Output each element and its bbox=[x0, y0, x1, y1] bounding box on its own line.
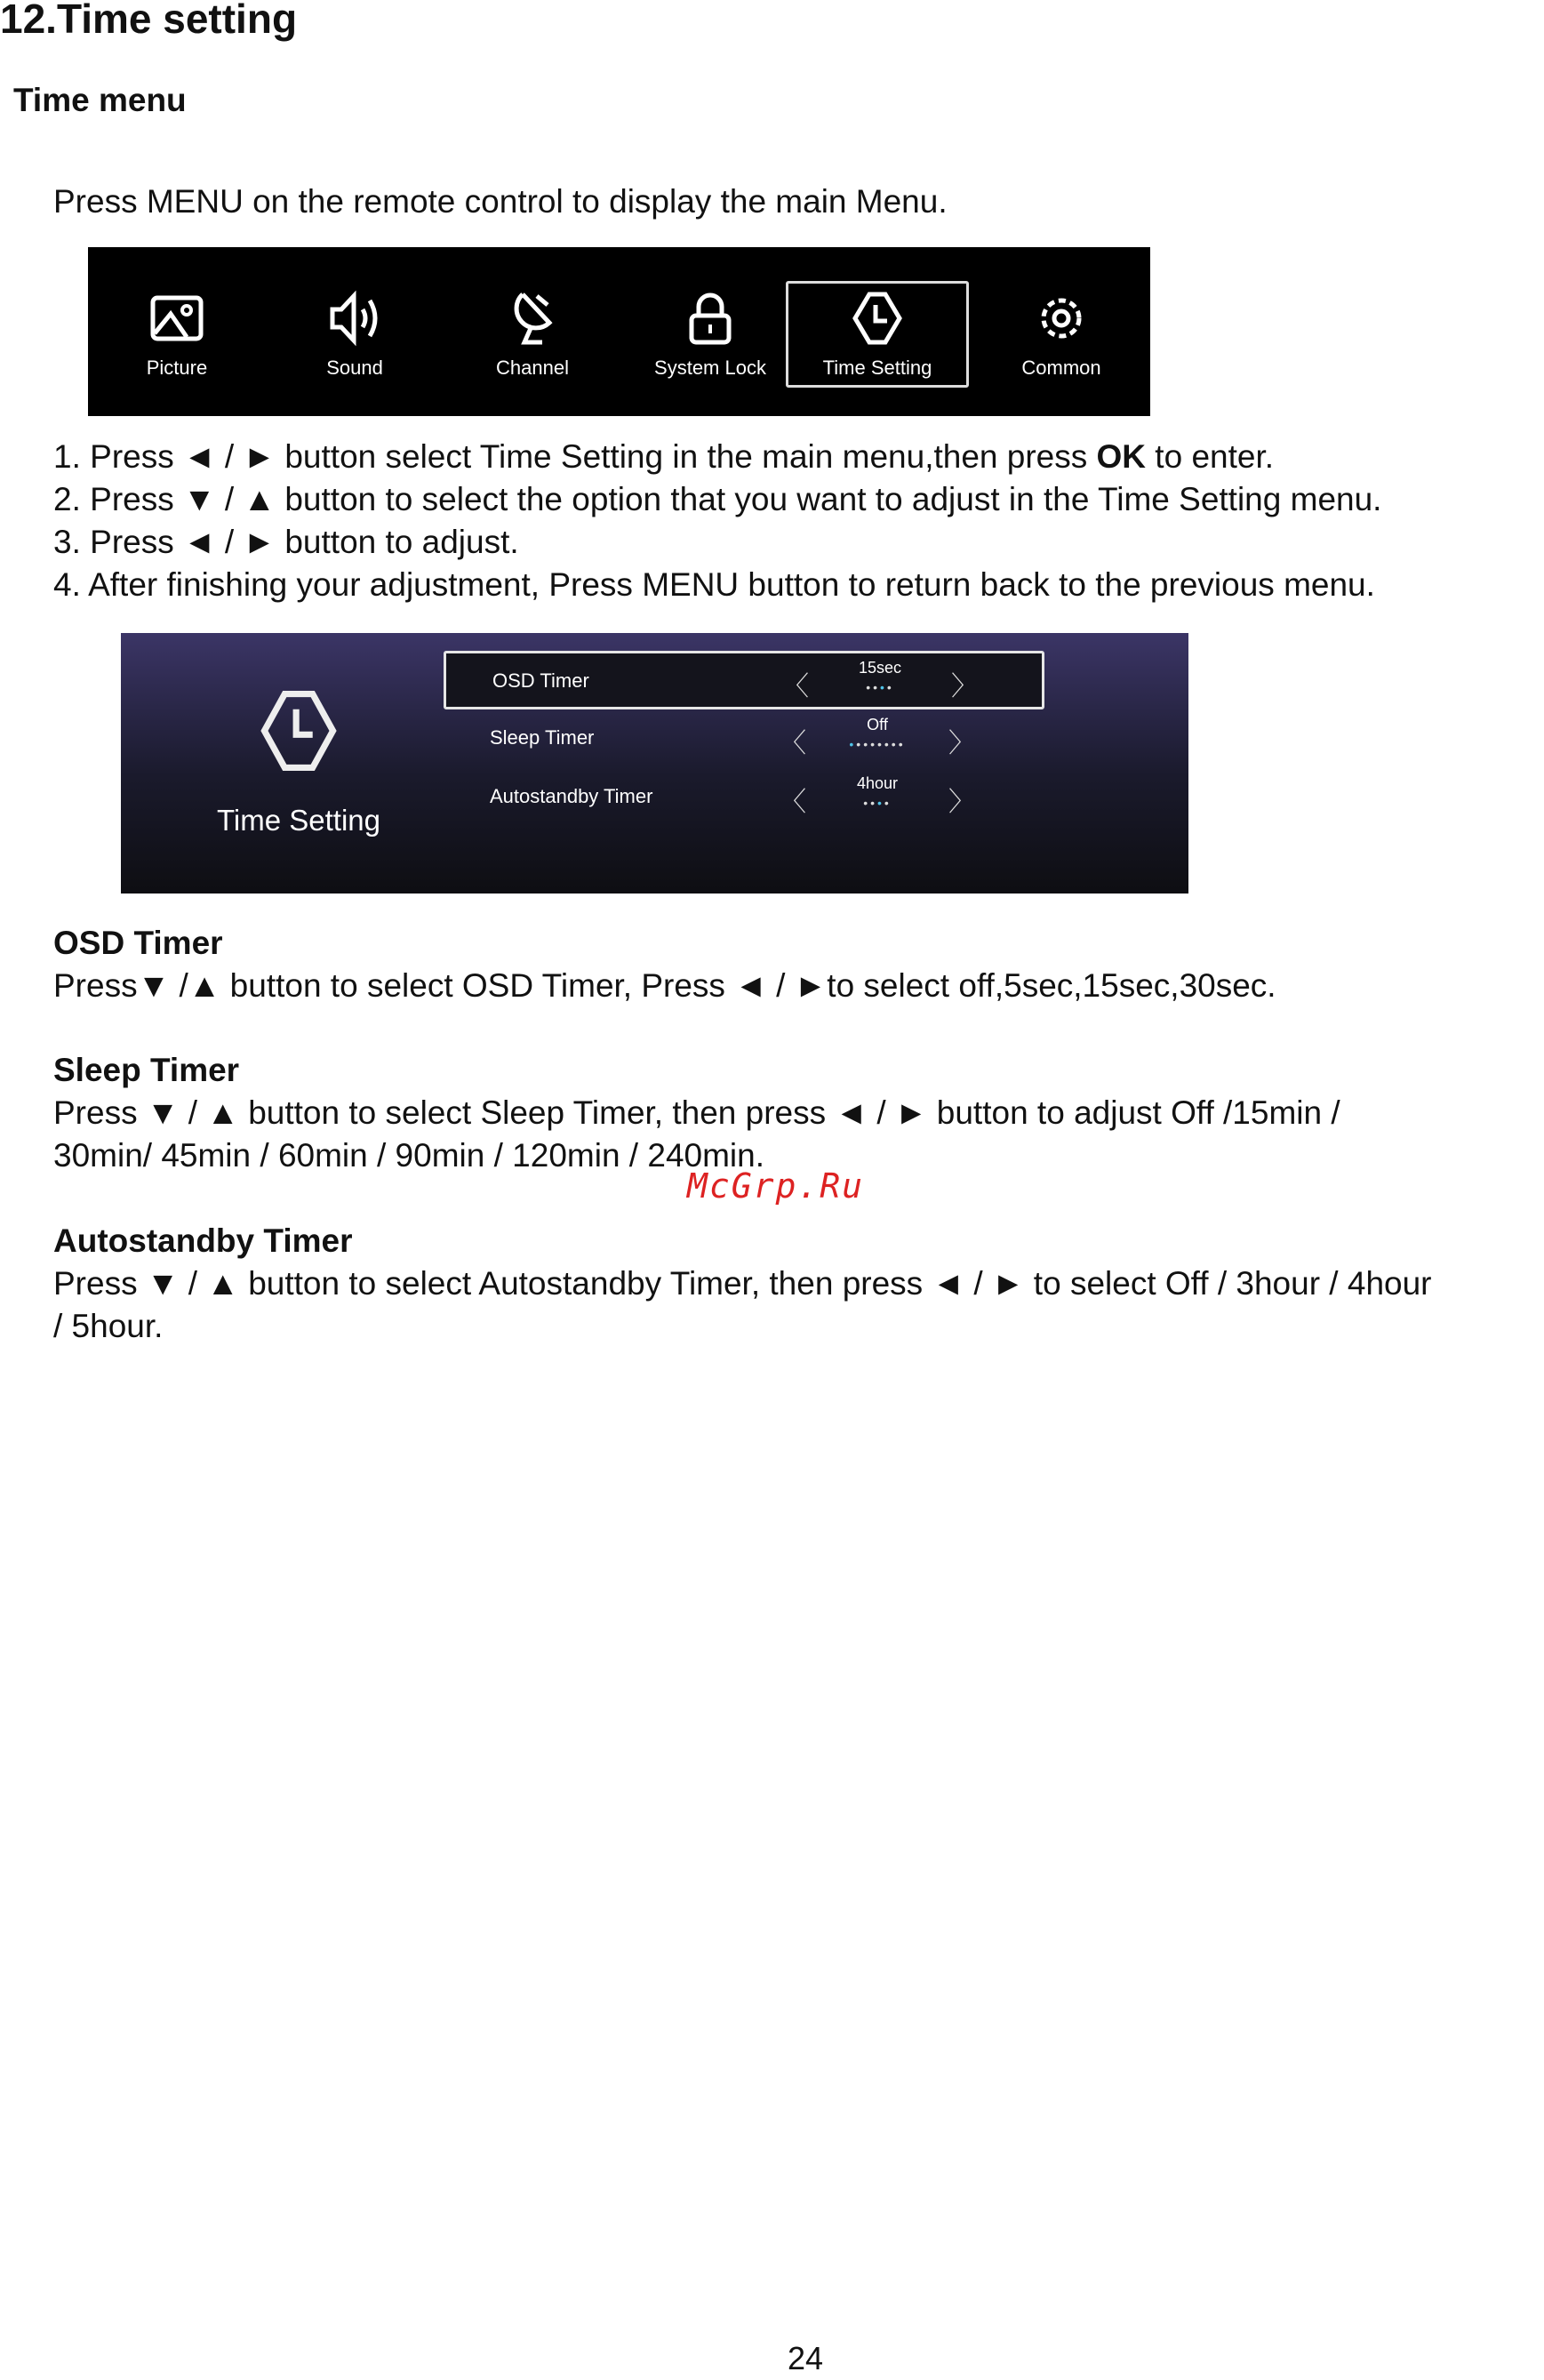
menu-item-common bbox=[972, 287, 1150, 394]
section-title: Time menu bbox=[13, 82, 187, 118]
picture-icon bbox=[146, 287, 208, 349]
step-bold: OK bbox=[1096, 438, 1147, 475]
watermark: McGrp.Ru bbox=[687, 1166, 865, 1206]
row-value: 15sec bbox=[858, 659, 902, 677]
autostandby-timer-heading: Autostandby Timer bbox=[53, 1222, 353, 1259]
chevron-right-icon[interactable]: 〉 bbox=[948, 788, 975, 817]
autostandby-timer-row[interactable] bbox=[444, 769, 1039, 822]
chevron-left-icon[interactable]: 〈 bbox=[780, 729, 806, 758]
gear-icon bbox=[1030, 287, 1092, 349]
menu-item-label: Sound bbox=[326, 357, 383, 379]
menu-item-label: Picture bbox=[146, 357, 208, 379]
autostandby-timer-text: / 5hour. bbox=[53, 1308, 164, 1344]
osd-timer-row[interactable] bbox=[444, 651, 1044, 709]
page-title: 12.Time setting bbox=[0, 0, 298, 42]
osd-timer-heading: OSD Timer bbox=[53, 925, 223, 961]
sleep-timer-row[interactable] bbox=[444, 710, 1039, 764]
main-menu-screenshot bbox=[88, 247, 1150, 416]
row-value: 4hour bbox=[856, 774, 899, 792]
channel-icon bbox=[501, 287, 564, 349]
menu-item-label: Time Setting bbox=[822, 357, 932, 379]
osd-timer-text: Press▼ /▲ button to select OSD Timer, Press ◄ / ►to select off,5sec,15sec,30sec. bbox=[53, 967, 1276, 1004]
step-4: 4. After finishing your adjustment, Press MENU button to return back to the previous menu. bbox=[53, 566, 1375, 603]
chevron-left-icon[interactable]: 〈 bbox=[780, 788, 806, 817]
step-3: 3. Press ◄ / ► button to adjust. bbox=[53, 524, 519, 560]
step-text: to enter. bbox=[1146, 438, 1275, 475]
value-dots: •••• bbox=[863, 796, 892, 810]
page-number: 24 bbox=[788, 2340, 824, 2376]
menu-item-label: Common bbox=[1021, 357, 1101, 379]
time-setting-screenshot bbox=[121, 633, 1188, 894]
chevron-right-icon[interactable]: 〉 bbox=[948, 729, 975, 758]
menu-item-channel bbox=[444, 287, 621, 394]
row-label: Sleep Timer bbox=[490, 726, 595, 749]
menu-item-system-lock bbox=[621, 287, 799, 394]
autostandby-timer-text: Press ▼ / ▲ button to select Autostandby Timer, then press ◄ / ► to select Off / 3hour / 4hour bbox=[53, 1265, 1432, 1302]
menu-item-sound bbox=[266, 287, 444, 394]
clock-icon bbox=[254, 686, 343, 775]
menu-item-label: System Lock bbox=[654, 357, 766, 379]
step-text: 1. Press ◄ / ► button select Time Setting in the main menu,then press bbox=[53, 438, 1097, 475]
lock-icon bbox=[679, 287, 741, 349]
value-dots: •••••••• bbox=[849, 737, 906, 751]
sleep-timer-text: 30min/ 45min / 60min / 90min / 120min / 240min. bbox=[53, 1137, 764, 1174]
menu-item-time-setting bbox=[786, 281, 969, 388]
row-value: Off bbox=[867, 716, 888, 733]
row-label: OSD Timer bbox=[492, 669, 589, 692]
sleep-timer-heading: Sleep Timer bbox=[53, 1052, 240, 1088]
step-1 bbox=[53, 436, 1274, 478]
clock-icon bbox=[846, 287, 908, 349]
intro-text: Press MENU on the remote control to display the main Menu. bbox=[53, 183, 948, 220]
sleep-timer-text: Press ▼ / ▲ button to select Sleep Timer, then press ◄ / ► button to adjust Off /15min / bbox=[53, 1094, 1340, 1131]
menu-item-picture bbox=[88, 287, 266, 394]
chevron-right-icon[interactable]: 〉 bbox=[951, 672, 978, 701]
row-label: Autostandby Timer bbox=[490, 785, 653, 807]
menu-item-label: Channel bbox=[496, 357, 569, 379]
sound-icon bbox=[324, 287, 386, 349]
panel-title: Time Setting bbox=[216, 804, 380, 837]
value-dots: •••• bbox=[866, 680, 894, 694]
step-2: 2. Press ▼ / ▲ button to select the option that you want to adjust in the Time Setting menu. bbox=[53, 481, 1382, 517]
chevron-left-icon[interactable]: 〈 bbox=[782, 672, 809, 701]
